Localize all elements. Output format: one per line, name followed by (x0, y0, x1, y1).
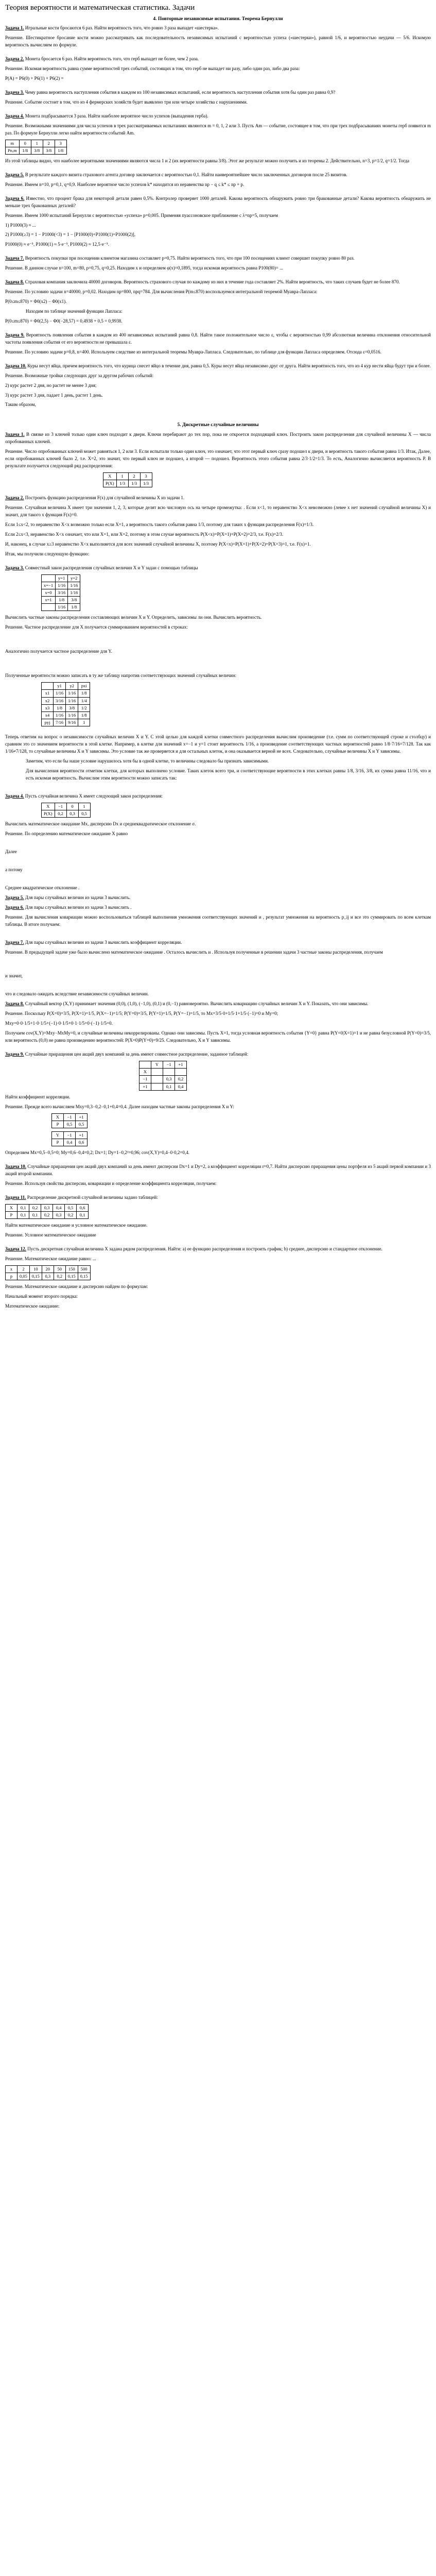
discrete-task-1-table: X 1 2 3 P(X) 1/3 1/3 1/3 (103, 472, 152, 487)
task-8: Задача 8. Страховая компания заключила 40000 договоров. Вероятность страхового случая по каждому из них в течение года составляет 2%. Найти вероятность, что таких случаев будет не более 870. (5, 279, 400, 285)
discrete-task-4: Задача 4. Пусть случайная величина X имеет следующий закон распределения: (5, 793, 163, 799)
discrete-task-4-solution-5: Среднее квадратическое отклонение . (5, 885, 80, 890)
task-9-solution: Решение. По условию задачи p=0,8, n=400. Используем следствие из интегральной теоремы Муавра-Лапласа. Следовательно, по таблице для функции Лапласа определяем. Отсюда ε=0,0516. (5, 349, 381, 354)
discrete-task-9-solution: Найти коэффициент корреляции. (5, 1094, 71, 1099)
discrete-task-6-solution: Решение. Для вычисления ковариации можно воспользоваться таблицей выполнения умножения соответствующих значений и , результат умножения на вероятность p_ij и все это суммировать по всем клеткам таблицы. В итоге получаем: (5, 914, 431, 927)
discrete-task-3-solution-7: Для вычисления вероятности отметим клетки, для которых выполнено условие. Таких клеток всего три, и соответствующие вероятности в этих клетках равны 1/8, 3/16, 3/8, их сумма равна 11/16, что и есть искомая вероятность. Вычислим этим вероятности можно записать так: (26, 768, 431, 781)
discrete-task-11-solution-2: Решение. Условное математическое ожидание (5, 1232, 96, 1238)
discrete-task-9-table: Y −1 +1 X −1 0,3 0,2 +1 0,1 0,4 (139, 1061, 187, 1091)
discrete-task-7-solution: Решение. В предыдущей задаче уже было вычислено математическое ожидание . Осталось вычислить и . Используя полученные в решении задачи 3 частные законы распределения, получаем (5, 949, 383, 955)
task-2: Задача 2. Монета бросается 6 раз. Найти вероятность того, что герб выпадет не более, чем 2 раза. (5, 56, 199, 62)
discrete-task-2-solution-2: Если 1≤x<2, то неравенство X<x возможно только если X=1, а вероятность такого события равна 1/3, поэтому для таких x функция распределения F(x)=1/3. (5, 521, 314, 527)
discrete-task-4-solution-4: а потому (5, 867, 23, 872)
discrete-task-2-solution-3: Если 2≤x<3, неравенство X<x означает, что или X=1, или X=2, поэтому в этом случае вероятность P(X<x)=P(X=1)+P(X=2)=2/3, т.е. F(x)=2/3. (5, 531, 284, 537)
task-8-solution: Решение. По условию задачи n=40000, p=0,02. Находим np=800, npq=784. Для вычисления P(m≤870) воспользуемся интегральной теоремой Муавра-Лапласа: (5, 289, 318, 295)
task-4-solution-2: Из этой таблицы видно, что наиболее вероятными значениями являются числа 1 и 2 (их вероятности равны 3/8). Этот же результат можно получить и из теоремы 2. Действительно, n=3, p=1/2, q=1/2. Тогда (5, 158, 410, 163)
discrete-task-4-table: X −1 0 1 P(X) 0,2 0,3 0,5 (41, 803, 91, 818)
task-4-table: m 0 1 2 3 Pn,m 1/8 3/8 3/8 1/8 (5, 140, 67, 155)
discrete-task-2: Задача 2. Построить функцию распределения F(x) для случайной величины X из задачи 1. (5, 495, 185, 501)
discrete-task-7-solution-3: что и следовало ожидать вследствие независимости случайных величин. (5, 991, 149, 997)
discrete-task-4-solution-3: Далее (5, 849, 17, 855)
discrete-task-9-solution-3: Определяем Мx=0,5−0,5=0; Мy=0,6−0,4=0,2; Dx=1; Dy=1−0,2²=0,96; cov(X,Y)=0,4−0·0,2=0,4. (5, 1150, 190, 1156)
discrete-task-2-solution-4: И, наконец, в случае x≥3 неравенство X<x выполняется для всех значений случайной величины X, поэтому P(X<x)=P(X=1)+P(X=2)+P(X=3)=1, т.е. F(x)=1. (5, 541, 311, 547)
task-5: Задача 5. В результате каждого визита страхового агента договор заключается с вероятностью 0,1. Найти наивероятнейшее число заключенных договоров после 25 визитов. (5, 172, 347, 177)
discrete-task-9-table-y: Y −1 +1 P 0,4 0,6 (51, 1131, 88, 1146)
discrete-task-12-table: x 2 10 20 50 150 500 p 0,05 0,15 0,3 0,2 0,15 0,15 (5, 1265, 91, 1280)
task-8-solution-2: Находим по таблице значений функции Лапласа: (26, 309, 123, 314)
discrete-task-12-solution: Решение. Математическое ожидание равно: ... (5, 1256, 96, 1262)
discrete-task-3-table: y=1 y=2 x=−1 1/16 1/16 x=0 3/16 1/16 x=1 1/8 3/8 1/16 1/8 (41, 574, 80, 612)
discrete-task-8-solution-2: Мxy=0·0·1/5+1·0·1/5+(−1)·0·1/5+0·1·1/5+0·(−1)·1/5=0. (5, 1021, 113, 1026)
task-8-formula: P(0≤m≤870) = Φ0(x2) − Φ0(x1). (5, 299, 67, 304)
task-1-solution: Решение. Шестикратное бросание кости можно рассматривать как последовательность независимых испытаний с вероятностью успеха («шестерки»), равной 1/6, и вероятностью неудачи — 5/6. Искомую вероятность вычисляем по формуле. (5, 35, 431, 48)
task-6-formula-3: P1000(0) ≈ e⁻⁵, P1000(1) ≈ 5·e⁻⁵, P1000(2) ≈ 12,5·e⁻⁵. (5, 242, 109, 247)
discrete-task-9-solution-2: Решение. Прежде всего вычисляем Мxy=0,3−0,2−0,1+0,4=0,4. Далее находим частные законы распределения X и Y: (5, 1104, 234, 1109)
task-3: Задача 3. Чему равна вероятность наступления события в каждом из 100 независимых испытаний, если вероятность наступления события хотя бы один раз равна 0,9? (5, 89, 336, 95)
discrete-task-12-solution-4: Математическое ожидание: (5, 1303, 60, 1309)
discrete-task-10: Задача 10. Случайные приращения цен акций двух компаний за день имеют дисперсии Dx=1 и Dy=2, а коэффициент корреляции r=0,7. Найти дисперсию приращения цены портфеля из 5 акций первой компании и 3 акций второй компании. (5, 1164, 431, 1177)
task-6-solution: Решение. Имеем 1000 испытаний Бернулли с вероятностью «успеха» p=0,005. Применяя пуассоновское приближение с λ=np=5, получаем (5, 212, 278, 218)
task-8-formula-2: P(0≤m≤870) = Φ0(2,5) − Φ0(−28,57) = 0,4938 + 0,5 = 0,9938. (5, 318, 123, 324)
discrete-task-12-solution-2: Решение. Математическое ожидание и дисперсию найдем по формулам: (5, 1284, 148, 1290)
section-heading-bernoulli: 4. Повторные независимые испытания. Теорема Бернулли (153, 16, 283, 22)
discrete-task-3-table-2: y1 y2 pxi x1 1/16 1/16 1/8 x2 3/16 1/16 1/4 x3 1/8 3/8 1/2 x4 1/16 1/16 1/8 pyj 7/16 9/16 1 (41, 682, 90, 726)
task-6-formula-1: 1) P1000(3) ≈ ... (5, 222, 36, 228)
discrete-task-8-solution-3: Получаем cov(X,Y)=Мxy−МxМy=0, и случайные величины некоррелированы. Однако они зависимы. Пусть X=1, тогда условная вероятность события {Y=0} равна P(Y=0|X=1)=1 и не равна безусловной P(Y=0)=3/5, или вероятность (0,0) не равна произведению вероятностей: P(X=0)P(Y=0)=9/25. Следовательно, X и Y зависимы. (5, 1030, 431, 1043)
discrete-task-7-solution-2: и значит, (5, 973, 23, 979)
discrete-task-8-solution: Решение. Поскольку P(X=0)=3/5, P(X=1)=1/5, P(X=−1)=1/5; P(Y=0)=3/5, P(Y=1)=1/5, P(Y=−1)=1/5, то Мx=3/5·0+1/5·1+1/5·(−1)=0 и Мy=0; (5, 1011, 278, 1016)
discrete-task-3: Задача 3. Совместный закон распределения случайных величин X и Y задан с помощью таблицы (5, 565, 198, 570)
discrete-task-10-solution: Решение. Используя свойства дисперсии, ковариации и определение коэффициента корреляции, получаем: (5, 1181, 217, 1187)
discrete-task-1: Задача 1. В связке из 3 ключей только один ключ подходит к двери. Ключи перебирают до тех пор, пока не откроется подходящий ключ. Построить закон распределения для случайной величины X — числа опробованных ключей. (5, 432, 431, 445)
task-3-solution: Решение. Событие состоит в том, что из 4 фермерских хозяйств будет выявлено три или четыре хозяйства с нарушениями. (5, 99, 248, 105)
discrete-task-12-solution-3: Начальный момент второго порядка: (5, 1294, 78, 1299)
discrete-task-11-solution: Найти математическое ожидание и условное математическое ожидание. (5, 1223, 148, 1228)
discrete-task-4-solution-2: Решение. По определению математическое ожидание X равно (5, 831, 128, 837)
task-2-solution: Решение. Искомая вероятность равна сумме вероятностей трех событий, состоящих в том, что герб не выпадет ни разу, либо один раз, либо два раза: (5, 65, 300, 71)
discrete-task-6: Задача 6. Для пары случайных величин из задачи 3 вычислить . (5, 904, 132, 910)
discrete-task-9: Задача 9. Случайные приращения цен акций двух компаний за день имеют совместное распределение, заданное таблицей: (5, 1052, 249, 1057)
task-6: Задача 6. Известно, что процент брака для некоторой детали равен 0,5%. Контролер проверяет 1000 деталей. Какова вероятность обнаружить ровно три бракованные детали? Какова вероятность обнаружить не меньше трех бракованных деталей? (5, 195, 431, 208)
discrete-task-1-solution: Решение. Число опробованных ключей может равняться 1, 2 или 3. Если испытали только один ключ, это означает, что этот первый ключ сразу подошел к двери, и вероятность такого события равна 1/3. Итак, Далее, если опробованных ключей было 2, т.е. X=2, это значит, что первый ключ не подошел, а второй — подошел. Вероятность этого события равна 2/3·1/2=1/3. То есть, Аналогично вычисляется вероятность Р. В результате получается следующий ряд распределения: (5, 448, 431, 468)
task-7-solution: Решение. В данном случае n=100, m=80, p=0,75, q=0,25. Находим x и определяем φ(x)=0,1895, тогда искомая вероятность равна P100(80)= ... (5, 265, 283, 271)
task-7: Задача 7. Вероятность покупки при посещении клиентом магазина составляет p=0,75. Найти вероятность того, что при 100 посещениях клиент совершит покупку ровно 80 раз. (5, 256, 355, 261)
discrete-task-2-solution: Решение. Случайная величина X имеет три значения 1, 2, 3, которые делят всю числовую ось на четыре промежутка: . Если x<1, то неравенство X<x невозможно (левее x нет значений случайной величины X) и значит, для такого x функция F(x)=0. (5, 505, 431, 517)
discrete-task-2-solution-5: Итак, мы получили следующую функцию: (5, 551, 90, 556)
task-10-case-3: 3) курс растет 3 дня, падает 1 день, растет 1 день. (5, 392, 103, 398)
discrete-task-7: Задача 7. Для пары случайных величин из задачи 3 вычислить коэффициент корреляции. (5, 939, 182, 945)
task-10-solution: Решение. Возможные тройки следующих друг за другом рабочих событий: (5, 372, 154, 378)
discrete-task-12: Задача 12. Пусть дискретная случайная величина X задана рядом распределения. Найти: a) ее функцию распределения и построить график; b) среднее, дисперсию и стандартное отклонение. (5, 1246, 382, 1252)
discrete-task-11: Задача 11. Распределение дискретной случайной величины задано таблицей: (5, 1194, 158, 1200)
task-4: Задача 4. Монета подбрасывается 3 раза. Найти наиболее вероятное число успехов (выпадения герба). (5, 113, 208, 118)
task-10-conclusion: Таким образом, (5, 402, 36, 408)
discrete-task-11-table: X 0,1 0,2 0,3 0,4 0,5 0,6 P 0,1 0,1 0,2 0,3 0,2 0,1 (5, 1204, 89, 1219)
section-heading-discrete: 5. Дискретные случайные величины (177, 422, 259, 428)
discrete-task-3-solution: Вычислить частные законы распределения составляющих величин X и Y. Определить, зависимы ли они. Вычислить вероятность. (5, 615, 262, 620)
task-5-solution: Решение. Имеем n=10, p=0,1, q=0,9. Наиболее вероятное число успехов k* находится из неравенства np − q ≤ k* ≤ np + p. (5, 181, 245, 187)
task-4-solution: Решение. Возможными значениями для числа успехов в трех рассматриваемых испытаниях являются m = 0, 1, 2 или 3. Пусть Am — событие, состоящее в том, что при трех подбрасываниях монеты герб появится m раз. По формуле Бернулли легко найти вероятности событий Am. (5, 123, 431, 135)
discrete-task-3-solution-2: Решение. Частное распределение для X получается суммированием вероятностей в строках: (5, 624, 188, 630)
discrete-task-9-table-x: X −1 +1 P 0,5 0,5 (51, 1113, 88, 1128)
discrete-task-3-solution-4: Полученные вероятности можно записать в ту же таблицу напротив соответствующих значений случайных величин: (5, 673, 237, 679)
discrete-task-3-solution-3: Аналогично получается частное распределение для Y. (5, 649, 112, 654)
task-10-case-2: 2) курс растет 2 дня, но растет не менее 3 дня; (5, 382, 97, 388)
discrete-task-3-solution-5: Теперь ответим на вопрос о независимости случайных величин X и Y. С этой целью для каждой клетки совместного распределения вычислим произведение (т.е. сумм по соответствующей строке и столбцу) и сравним это со значением вероятности в этой клетке. Например, в клетке для значений x=−1 и y=1 стоит вероятность 1/16, а произведение соответствующих частных вероятностей равно 1/8·7/16=7/128. Так как 1/16≠7/128, то случайные величины X и Y зависимы. Это условие так же проверяется и для остальных клеток, и она оказывается верной не всех. Следовательно, случайные величины X и Y зависимы. (5, 734, 431, 754)
discrete-task-4-solution: Вычислить математическое ожидание Мx, дисперсию Dx и среднеквадратическое отклонение σ. (5, 821, 196, 827)
task-1: Задача 1. Игральные кости бросаются 6 раз. Найти вероятность того, что ровно 3 раза выпадет «шестерка». (5, 25, 219, 31)
task-6-formula-2: 2) P1000(≥3) = 1 − P1000(<3) = 1 − [P1000(0)+P1000(1)+P1000(2)], (5, 232, 135, 238)
page-title: Теория вероятности и математическая статистика. Задачи (5, 4, 195, 12)
discrete-task-3-solution-6: Заметим, что если бы наше условие нарушилось хотя бы в одной клетке, то величины следовало бы признать зависимыми. (26, 758, 269, 764)
task-10: Задача 10. Куры несут яйца, причем вероятность того, что курица снесет яйцо в течение дня, равна 0,5. Куры несут яйца независимо друг от друга. Найти вероятность того, что из 4 кур нести яйца будут три и более. (5, 363, 431, 368)
discrete-task-8: Задача 8. Случайный вектор (X,Y) принимает значения (0,0), (1,0), (−1,0), (0,1) и (0,−1) равновероятно. Вычислить ковариацию случайных величин X и Y. Показать, что они зависимы. (5, 1001, 369, 1007)
task-2-formula: P(A) = P6(0) + P6(1) + P6(2) = (5, 75, 64, 81)
task-9: Задача 9. Вероятность появления события в каждом из 400 независимых испытаний равна 0,8. Найти такое положительное число ε, чтобы с вероятностью 0,99 абсолютная величина отклонения относительной частоты появления события от его вероятности не превышала ε. (5, 332, 431, 345)
discrete-task-5: Задача 5. Для пары случайных величин из задачи 3 вычислить. (5, 894, 131, 900)
